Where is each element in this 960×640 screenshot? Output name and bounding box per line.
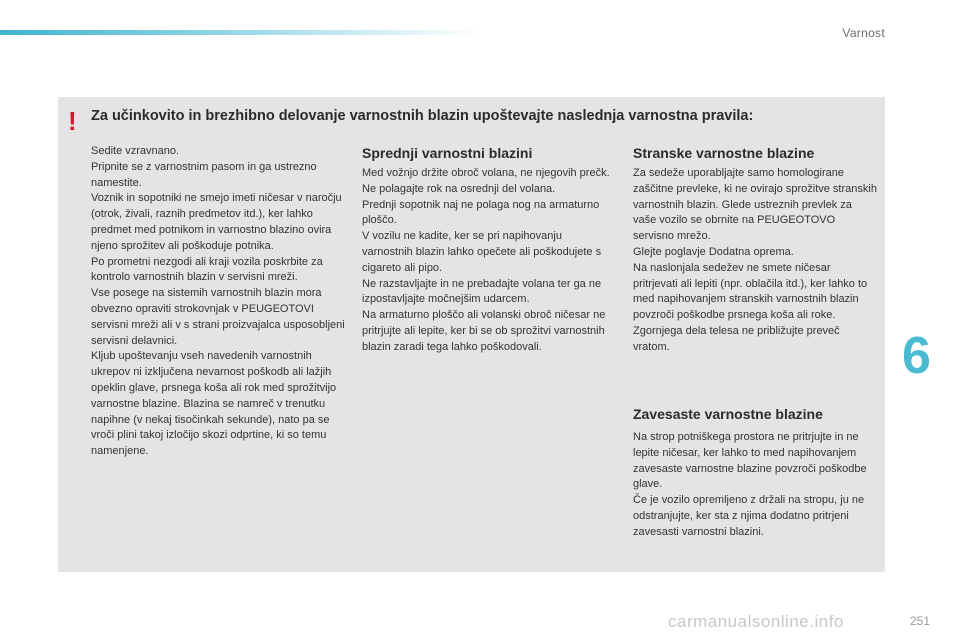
paragraph: Glejte poglavje Dodatna oprema. (633, 245, 794, 258)
curtain-airbags-text (633, 430, 878, 541)
paragraph: Voznik in sopotniki ne smejo imeti ničesar v naročju (otrok, živali, raznih predmetov itd.), ker lahko predmet med potnikom in varnostno blazino ovira njeno sprožitev ali poškoduje potnika. (91, 192, 342, 252)
paragraph: Med vožnjo držite obroč volana, ne njegovih prečk. Ne polagajte rok na osrednji del volana. (362, 167, 610, 195)
page-number: 251 (909, 614, 930, 628)
paragraph: Po prometni nezgodi ali kraji vozila poskrbite za kontrolo varnostnih blazin v servisni mreži. (91, 255, 323, 284)
paragraph: Pripnite se z varnostnim pasom in ga ustrezno namestite. (91, 160, 317, 189)
paragraph: Sedite vzravnano. (91, 145, 180, 157)
warning-icon: ! (68, 106, 77, 136)
paragraph: Če je vozilo opremljeno z držali na stropu, ju ne odstranjujte, ker sta z njima dodatno pritrjeni zavesasti varnostni blazini. (633, 494, 865, 538)
paragraph: Ne razstavljajte in ne prebadajte volana ter ga ne izpostavljajte močnejšim udarcem. (362, 277, 602, 306)
header-accent-bar (0, 30, 480, 35)
paragraph: Na naslonjala sedežev ne smete ničesar pritrjevati ali lepiti (npr. oblačila itd.), ker lahko to med napihovanjem stranskih varnostnih blazin povzroči poškodbe prsnega koša ali roke. (633, 261, 868, 322)
paragraph: Kljub upoštevanju vseh navedenih varnostnih ukrepov ni izključena nevarnost poškodb ali lažjih opeklin glave, prsnega koša ali rok med sprožitvijo varnostne blazine. Blazina se namreč v trenutku napihne (v nekaj tisočinkah sekunde), nato pa se vroči plini takoj izločijo skozi odprtine, ki so temu namenjene. (91, 350, 337, 458)
panel-title: Za učinkovito in brezhibno delovanje varnostnih blazin upoštevajte naslednja varnostna pravila: (91, 108, 754, 124)
general-rules-text (91, 144, 346, 460)
section-title: Varnost (842, 26, 885, 40)
front-airbags-heading: Sprednji varnostni blazini (362, 145, 533, 161)
paragraph: Na strop potniškega prostora ne pritrjujte in ne lepite ničesar, ker lahko to med napihovanjem zavesaste varnostne blazine povzroči poškodbe glave. (633, 431, 867, 491)
side-airbags-text (633, 166, 878, 356)
paragraph: Prednji sopotnik naj ne polaga nog na armaturno ploščo. (362, 198, 600, 227)
paragraph: Vse posege na sistemih varnostnih blazin mora obvezno opraviti strokovnjak v PEUGEOTOVI servisni mreži ali v s strani proizvajalca usposobljeni servisni delavnici. (91, 287, 345, 347)
paragraph: Na armaturno ploščo ali volanski obroč ničesar ne pritrjujte ali lepite, ker bi se ob sprožitvi varnostnih blazin zaradi tega lahko poškodovali. (362, 309, 606, 353)
watermark: carmanualsonline.info (668, 612, 844, 631)
chapter-number: 6 (902, 327, 931, 385)
side-airbags-heading: Stranske varnostne blazine (633, 145, 815, 161)
front-airbags-text (362, 166, 612, 356)
paragraph: V vozilu ne kadite, ker se pri napihovanju varnostnih blazin lahko opečete ali poškodujete s cigareto ali pipo. (362, 230, 602, 274)
paragraph: Za sedeže uporabljajte samo homologirane zaščitne prevleke, ki ne ovirajo sprožitve stranskih varnostnih blazin. Glede ustreznih prevlek za vaše vozilo se obrnite na PEUGEOTOVO servisno mrežo. (633, 167, 877, 243)
curtain-airbags-heading: Zavesaste varnostne blazine (633, 406, 823, 422)
paragraph: Zgornjega dela telesa ne približujte preveč vratom. (633, 324, 840, 353)
